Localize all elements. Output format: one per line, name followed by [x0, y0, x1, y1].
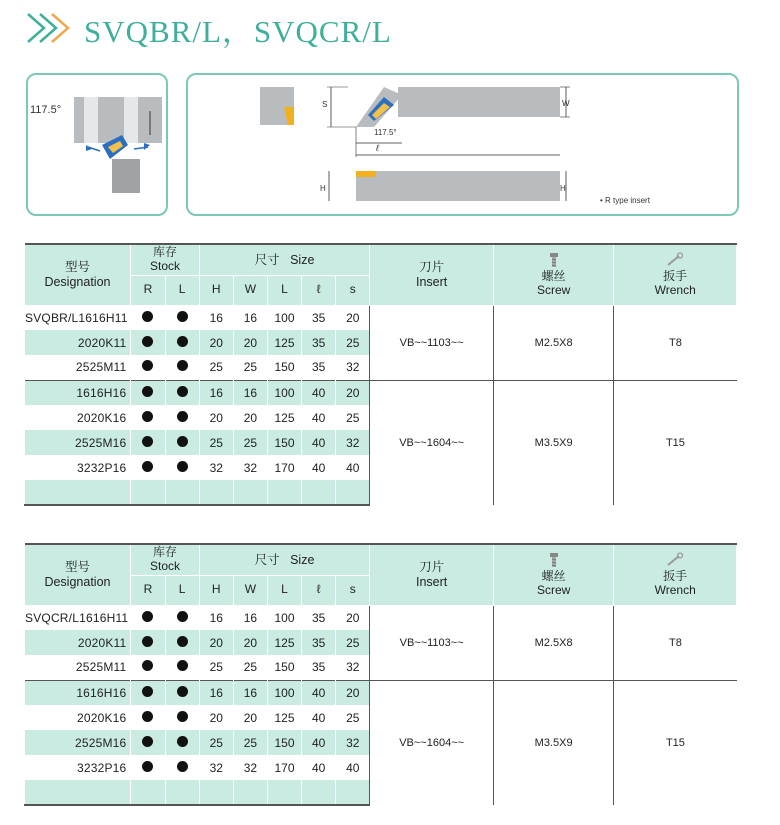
size-h-cell: 16 — [199, 380, 233, 405]
in-stock-dot — [177, 336, 188, 347]
size-l-cell: 150 — [267, 730, 301, 755]
size-w-header: W — [233, 275, 267, 305]
table-row — [25, 680, 737, 705]
screw-icon — [544, 252, 564, 268]
empty-cell — [25, 480, 131, 505]
page-title: SVQBR/L，SVQCR/L — [84, 13, 392, 49]
in-stock-dot — [142, 636, 153, 647]
size-w-cell: 16 — [233, 605, 267, 630]
stock-r-cell — [131, 730, 165, 755]
size-e-cell: 40 — [302, 380, 336, 405]
size-l-cell: 100 — [267, 380, 301, 405]
insert-cell: VB~~1604~~ — [370, 380, 494, 505]
size-s-cell: 25 — [336, 330, 370, 355]
stock-r-cell — [131, 380, 165, 405]
screw-cell: M2.5X8 — [493, 305, 613, 380]
size-h-cell: 25 — [199, 355, 233, 380]
empty-cell — [165, 480, 199, 505]
size-s-cell: 40 — [336, 755, 370, 780]
size-l-cell: 125 — [267, 630, 301, 655]
in-stock-dot — [142, 336, 153, 347]
empty-cell — [267, 480, 301, 505]
designation-cell: 2525M11 — [25, 655, 131, 680]
in-stock-dot — [142, 411, 153, 422]
in-stock-dot — [142, 736, 153, 747]
size-l-cell: 150 — [267, 655, 301, 680]
in-stock-dot — [142, 611, 153, 622]
wrench-cell: T8 — [614, 605, 737, 680]
size-h-cell: 20 — [199, 705, 233, 730]
stock-r-cell — [131, 755, 165, 780]
in-stock-dot — [177, 660, 188, 671]
screw-cell: M3.5X9 — [493, 380, 613, 505]
size-l-cell: 170 — [267, 455, 301, 480]
size-l-cell: 170 — [267, 755, 301, 780]
tool-angle-diagram — [28, 75, 166, 214]
size-e-cell: 40 — [302, 680, 336, 705]
stock-l-cell — [165, 355, 199, 380]
designation-cell: 2020K11 — [25, 630, 131, 655]
empty-cell — [302, 480, 336, 505]
size-l-cell: 150 — [267, 430, 301, 455]
wrench-icon — [665, 252, 685, 268]
size-h-header: H — [199, 575, 233, 605]
stock-l-cell — [165, 605, 199, 630]
size-h-cell: 25 — [199, 430, 233, 455]
size-l-cell: 100 — [267, 680, 301, 705]
stock-l-header: L — [165, 275, 199, 305]
stock-r-cell — [131, 680, 165, 705]
designation-cell: 2525M16 — [25, 730, 131, 755]
size-e-cell: 35 — [302, 330, 336, 355]
size-e-cell: 40 — [302, 730, 336, 755]
size-h-cell: 16 — [199, 305, 233, 330]
empty-cell — [199, 480, 233, 505]
stock-l-cell — [165, 430, 199, 455]
stock-l-cell — [165, 755, 199, 780]
size-h-cell: 16 — [199, 680, 233, 705]
table-row — [25, 605, 737, 630]
in-stock-dot — [142, 386, 153, 397]
in-stock-dot — [177, 311, 188, 322]
size-e-cell: 40 — [302, 430, 336, 455]
stock-r-header: R — [131, 275, 165, 305]
designation-cell: 2020K16 — [25, 705, 131, 730]
in-stock-dot — [177, 761, 188, 772]
in-stock-dot — [142, 686, 153, 697]
in-stock-dot — [142, 436, 153, 447]
in-stock-dot — [142, 360, 153, 371]
designation-cell: 1616H16 — [25, 680, 131, 705]
insert-cell: VB~~1604~~ — [370, 680, 494, 805]
in-stock-dot — [177, 711, 188, 722]
size-w-cell: 25 — [233, 655, 267, 680]
wrench-header: 扳手 Wrench — [614, 244, 737, 305]
spec-table-2 — [24, 543, 737, 806]
size-w-cell: 20 — [233, 705, 267, 730]
dim-w-label: W — [562, 99, 570, 108]
in-stock-dot — [177, 411, 188, 422]
size-l-cell: 125 — [267, 330, 301, 355]
size-e-cell: 40 — [302, 705, 336, 730]
size-h-cell: 32 — [199, 755, 233, 780]
size-w-cell: 20 — [233, 630, 267, 655]
insert-header: 刀片 Insert — [370, 544, 494, 605]
size-h-header: H — [199, 275, 233, 305]
designation-header: 型号 Designation — [25, 244, 131, 305]
in-stock-dot — [142, 660, 153, 671]
in-stock-dot — [142, 761, 153, 772]
size-w-cell: 32 — [233, 455, 267, 480]
in-stock-dot — [177, 436, 188, 447]
size-l-header: L — [267, 275, 301, 305]
stock-l-cell — [165, 730, 199, 755]
designation-cell: SVQCR/L1616H11 — [25, 605, 131, 630]
stock-l-header: L — [165, 575, 199, 605]
size-w-cell: 20 — [233, 405, 267, 430]
designation-header: 型号 Designation — [25, 544, 131, 605]
size-h-cell: 20 — [199, 330, 233, 355]
dim-s-label: S — [322, 100, 328, 109]
empty-cell — [267, 780, 301, 805]
empty-cell — [131, 780, 165, 805]
empty-cell — [25, 780, 131, 805]
size-w-cell: 20 — [233, 330, 267, 355]
wrench-cell: T8 — [614, 305, 737, 380]
size-h-cell: 25 — [199, 655, 233, 680]
spec-table-1 — [24, 243, 737, 506]
empty-cell — [233, 480, 267, 505]
size-s-cell: 40 — [336, 455, 370, 480]
stock-l-cell — [165, 380, 199, 405]
insert-cell: VB~~1103~~ — [370, 305, 494, 380]
angle-figure-panel — [26, 73, 168, 216]
size-h-cell: 20 — [199, 405, 233, 430]
empty-cell — [336, 780, 370, 805]
stock-r-cell — [131, 405, 165, 430]
designation-cell: 2525M16 — [25, 430, 131, 455]
size-l-cell: 125 — [267, 405, 301, 430]
in-stock-dot — [177, 636, 188, 647]
size-e-cell: 35 — [302, 605, 336, 630]
stock-l-cell — [165, 405, 199, 430]
stock-l-cell — [165, 630, 199, 655]
size-e-cell: 40 — [302, 755, 336, 780]
size-e-cell: 35 — [302, 630, 336, 655]
stock-r-cell — [131, 705, 165, 730]
in-stock-dot — [177, 386, 188, 397]
stock-r-cell — [131, 330, 165, 355]
size-header: 尺寸 Size — [199, 544, 370, 575]
size-ell-header: ℓ — [302, 275, 336, 305]
stock-l-cell — [165, 305, 199, 330]
size-e-cell: 40 — [302, 405, 336, 430]
dim-l-label: ℓ — [376, 143, 379, 153]
in-stock-dot — [177, 736, 188, 747]
tool-dimension-diagram — [188, 75, 737, 214]
stock-r-cell — [131, 655, 165, 680]
size-s-cell: 25 — [336, 705, 370, 730]
wrench-icon — [665, 552, 685, 568]
designation-cell: 3232P16 — [25, 455, 131, 480]
size-e-cell: 35 — [302, 655, 336, 680]
empty-cell — [165, 780, 199, 805]
size-l-header: L — [267, 575, 301, 605]
size-e-cell: 35 — [302, 305, 336, 330]
size-ell-header: ℓ — [302, 575, 336, 605]
size-s-cell: 32 — [336, 430, 370, 455]
stock-r-cell — [131, 355, 165, 380]
dim-h-left-label: H — [320, 184, 326, 193]
table-row — [25, 305, 737, 330]
double-chevron-icon — [22, 8, 78, 48]
empty-cell — [131, 480, 165, 505]
size-s-header: s — [336, 275, 370, 305]
screw-icon — [544, 552, 564, 568]
angle-label: 117.5° — [30, 104, 62, 116]
size-s-cell: 32 — [336, 355, 370, 380]
size-s-cell: 20 — [336, 305, 370, 330]
screw-cell: M2.5X8 — [493, 605, 613, 680]
size-s-header: s — [336, 575, 370, 605]
size-s-cell: 32 — [336, 730, 370, 755]
size-s-cell: 20 — [336, 680, 370, 705]
designation-cell: 2020K11 — [25, 330, 131, 355]
size-s-cell: 32 — [336, 655, 370, 680]
size-w-header: W — [233, 575, 267, 605]
insert-cell: VB~~1103~~ — [370, 605, 494, 680]
wrench-cell: T15 — [614, 380, 737, 505]
size-s-cell: 25 — [336, 405, 370, 430]
wrench-cell: T15 — [614, 680, 737, 805]
size-h-cell: 20 — [199, 630, 233, 655]
empty-cell — [233, 780, 267, 805]
stock-header: 库存 Stock — [131, 244, 199, 275]
in-stock-dot — [177, 360, 188, 371]
in-stock-dot — [142, 711, 153, 722]
size-w-cell: 25 — [233, 430, 267, 455]
size-l-cell: 100 — [267, 605, 301, 630]
designation-cell: 3232P16 — [25, 755, 131, 780]
size-w-cell: 32 — [233, 755, 267, 780]
size-e-cell: 35 — [302, 355, 336, 380]
size-w-cell: 16 — [233, 680, 267, 705]
wrench-header: 扳手 Wrench — [614, 544, 737, 605]
designation-cell: SVQBR/L1616H11 — [25, 305, 131, 330]
size-l-cell: 100 — [267, 305, 301, 330]
title-row — [22, 8, 392, 48]
size-w-cell: 16 — [233, 380, 267, 405]
dim-h-right-label: H — [560, 184, 566, 193]
dimension-figure-panel — [186, 73, 739, 216]
stock-l-cell — [165, 455, 199, 480]
empty-cell — [302, 780, 336, 805]
size-h-cell: 16 — [199, 605, 233, 630]
stock-r-cell — [131, 455, 165, 480]
empty-cell — [199, 780, 233, 805]
stock-r-cell — [131, 630, 165, 655]
in-stock-dot — [177, 686, 188, 697]
stock-l-cell — [165, 330, 199, 355]
size-s-cell: 20 — [336, 380, 370, 405]
screw-cell: M3.5X9 — [493, 680, 613, 805]
in-stock-dot — [177, 611, 188, 622]
size-e-cell: 40 — [302, 455, 336, 480]
stock-header: 库存 Stock — [131, 544, 199, 575]
size-s-cell: 25 — [336, 630, 370, 655]
designation-cell: 2020K16 — [25, 405, 131, 430]
designation-cell: 2525M11 — [25, 355, 131, 380]
stock-r-cell — [131, 305, 165, 330]
table-row — [25, 380, 737, 405]
size-h-cell: 32 — [199, 455, 233, 480]
in-stock-dot — [142, 461, 153, 472]
designation-cell: 1616H16 — [25, 380, 131, 405]
size-h-cell: 25 — [199, 730, 233, 755]
in-stock-dot — [177, 461, 188, 472]
insert-header: 刀片 Insert — [370, 244, 494, 305]
size-w-cell: 25 — [233, 730, 267, 755]
size-header: 尺寸 Size — [199, 244, 370, 275]
stock-r-header: R — [131, 575, 165, 605]
size-w-cell: 25 — [233, 355, 267, 380]
size-w-cell: 16 — [233, 305, 267, 330]
stock-r-cell — [131, 605, 165, 630]
size-l-cell: 125 — [267, 705, 301, 730]
insert-type-note: • R type insert — [600, 196, 650, 205]
stock-r-cell — [131, 430, 165, 455]
stock-l-cell — [165, 655, 199, 680]
empty-cell — [336, 480, 370, 505]
in-stock-dot — [142, 311, 153, 322]
stock-l-cell — [165, 705, 199, 730]
size-s-cell: 20 — [336, 605, 370, 630]
screw-header: 螺丝 Screw — [493, 544, 613, 605]
screw-header: 螺丝 Screw — [493, 244, 613, 305]
angle-small-label: 117.5° — [374, 128, 397, 137]
stock-l-cell — [165, 680, 199, 705]
size-l-cell: 150 — [267, 355, 301, 380]
